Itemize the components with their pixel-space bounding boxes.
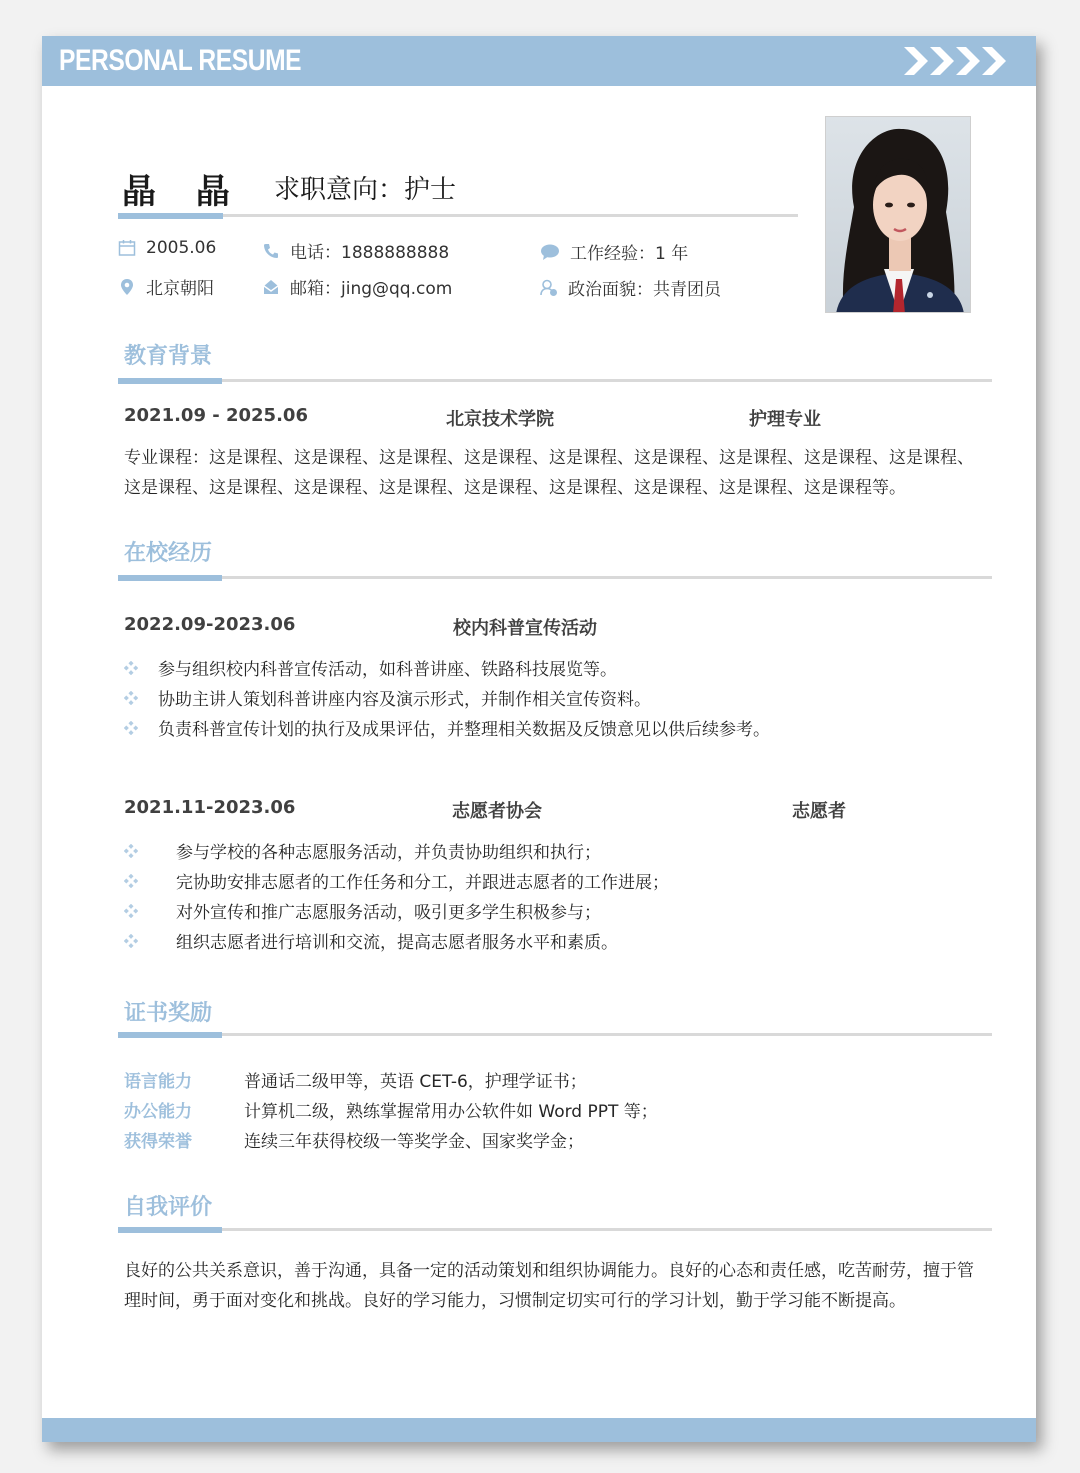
campus-title: 在校经历 — [124, 541, 213, 566]
diamond-bullet-icon — [124, 691, 138, 705]
diamond-bullet-icon — [124, 934, 138, 948]
calendar-icon — [118, 239, 136, 257]
education-period: 2021.09 - 2025.06 — [124, 405, 308, 426]
education-major: 护理专业 — [749, 409, 821, 430]
phone-icon — [262, 242, 280, 260]
self-eval-divider — [118, 1228, 992, 1231]
experience-info — [540, 239, 688, 264]
self-eval-divider-accent — [118, 1227, 222, 1233]
education-school: 北京技术学院 — [446, 409, 554, 430]
chevrons-icon — [904, 45, 1012, 77]
awards-title: 证书奖励 — [124, 1001, 213, 1026]
diamond-bullet-icon — [124, 844, 138, 858]
campus-2-bullet-4 — [124, 928, 618, 953]
diamond-bullet-icon — [124, 904, 138, 918]
campus-1-bullet-1-text: 参与组织校内科普宣传活动，如科普讲座、铁路科技展览等。 — [158, 660, 617, 680]
candidate-name: 晶 晶 — [122, 172, 244, 212]
profile-photo — [825, 116, 971, 313]
location-info — [118, 274, 214, 299]
self-eval-title: 自我评价 — [124, 1195, 213, 1220]
job-intent: 求职意向：护士 — [274, 175, 457, 205]
email-info — [262, 274, 452, 299]
campus-2-bullet-2 — [124, 868, 669, 893]
education-courses: 专业课程：这是课程、这是课程、这是课程、这是课程、这是课程、这是课程、这是课程、这是课程、这是课程、这是课程、这是课程、这是课程、这是课程、这是课程、这是课程、这是课程、这是课程、这是课程等。 — [124, 448, 974, 498]
diamond-bullet-icon — [124, 721, 138, 735]
education-divider — [118, 379, 992, 382]
campus-2-bullet-3 — [124, 898, 601, 923]
campus-1-bullet-1 — [124, 655, 617, 680]
campus-2-bullet-1-text: 参与学校的各种志愿服务活动，并负责协助组织和执行； — [176, 843, 601, 863]
self-eval-text: 良好的公共关系意识，善于沟通，具备一定的活动策划和组织协调能力。良好的心态和责任感，吃苦耐劳，擅于管理时间，勇于面对变化和挑战。良好的学习能力，习惯制定切实可行的学习计划，勤于学习能不断提高。 — [124, 1261, 974, 1311]
campus-1-period: 2022.09-2023.06 — [124, 614, 296, 635]
chat-icon — [540, 243, 560, 261]
politics-text: 政治面貌：共青团员 — [568, 280, 721, 300]
campus-divider — [118, 576, 992, 579]
award-text-language: 普通话二级甲等，英语 CET-6，护理学证书； — [244, 1072, 587, 1092]
location-icon — [118, 278, 136, 296]
campus-2-bullet-2-text: 完协助安排志愿者的工作任务和分工，并跟进志愿者的工作进展； — [176, 873, 669, 893]
name-divider-accent — [118, 213, 223, 219]
award-text-honors: 连续三年获得校级一等奖学金、国家奖学金； — [244, 1132, 584, 1152]
campus-2-role: 志愿者 — [792, 801, 846, 822]
campus-2-bullet-3-text: 对外宣传和推广志愿服务活动，吸引更多学生积极参与； — [176, 903, 601, 923]
award-text-office: 计算机二级，熟练掌握常用办公软件如 Word PPT 等； — [244, 1102, 658, 1122]
email-text: 邮箱：jing@qq.com — [290, 279, 453, 299]
campus-2-org: 志愿者协会 — [452, 801, 542, 822]
campus-1-bullet-3 — [124, 715, 770, 740]
campus-2-bullet-1 — [124, 838, 601, 863]
campus-1-bullet-3-text: 负责科普宣传计划的执行及成果评估，并整理相关数据及反馈意见以供后续参考。 — [158, 720, 770, 740]
email-icon — [262, 278, 280, 296]
awards-divider — [118, 1033, 992, 1036]
education-title: 教育背景 — [124, 344, 213, 369]
campus-divider-accent — [118, 575, 222, 581]
experience-text: 工作经验：1 年 — [570, 244, 689, 264]
birth-date: 2005.06 — [146, 238, 217, 258]
phone-info — [262, 238, 449, 263]
header-title: PERSONAL RESUME — [59, 44, 302, 77]
phone-text: 电话：1888888888 — [290, 243, 450, 263]
campus-1-bullet-2-text: 协助主讲人策划科普讲座内容及演示形式，并制作相关宣传资料。 — [158, 690, 651, 710]
politics-info — [540, 275, 721, 300]
campus-2-bullet-4-text: 组织志愿者进行培训和交流，提高志愿者服务水平和素质。 — [176, 933, 618, 953]
resume-page — [42, 36, 1036, 1442]
campus-2-period: 2021.11-2023.06 — [124, 797, 296, 818]
campus-1-bullet-2 — [124, 685, 651, 710]
diamond-bullet-icon — [124, 661, 138, 675]
birth-info — [118, 238, 216, 258]
award-label-language: 语言能力 — [124, 1072, 192, 1092]
education-divider-accent — [118, 378, 222, 384]
header-bar — [42, 36, 1036, 86]
user-badge-icon — [540, 279, 558, 297]
awards-divider-accent — [118, 1032, 222, 1038]
location-text: 北京朝阳 — [146, 279, 214, 299]
diamond-bullet-icon — [124, 874, 138, 888]
award-label-honors: 获得荣誉 — [124, 1132, 192, 1152]
campus-1-org: 校内科普宣传活动 — [453, 618, 597, 639]
award-label-office: 办公能力 — [124, 1102, 192, 1122]
footer-bar — [42, 1418, 1036, 1442]
